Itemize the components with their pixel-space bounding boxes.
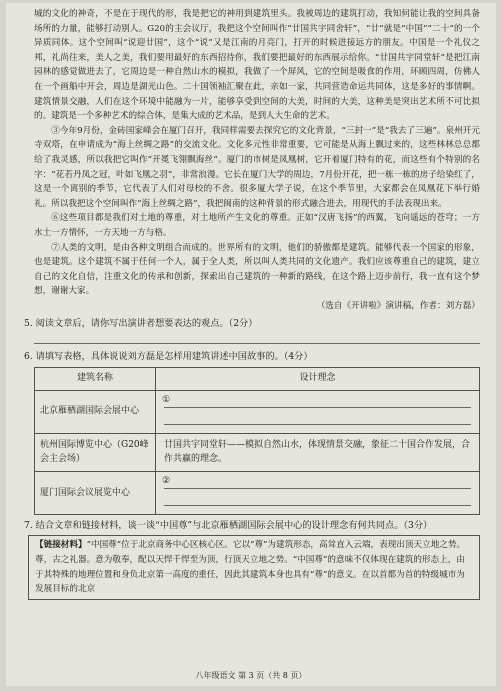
question-5: 5. 阅读文章后，请你写出演讲者想要表达的观点。（2分） xyxy=(24,318,258,330)
link-material-box xyxy=(28,535,480,599)
building-name: 厦门国际会议展览中心 xyxy=(35,471,156,514)
building-name: 北京雁栖湖国际会展中心 xyxy=(35,390,156,433)
passage-paragraph-3: ⑥这些项目都是我们对土地的尊重，对土地所产生文化的尊重。正如“汉唐飞扬”的西翼，飞向遥远的苍穹；一方水土一方情怀，一方天地一方与格。 xyxy=(34,213,480,238)
question-7: 7. 结合文章和链接材料，谈一谈“中国尊”与北京雁栖湖国际会展中心的设计理念有何共同点。（3分） xyxy=(24,519,433,531)
exam-page xyxy=(6,3,496,686)
answer-line-1b[interactable] xyxy=(164,412,471,425)
answer-line-2a[interactable] xyxy=(164,476,471,489)
circle-number-2: ② xyxy=(162,475,171,486)
design-concept-text: 廿国共宇同堂轩——模拟自然山水，体现情景交融，象征二十国合作发展，合作共赢的理念。 xyxy=(156,433,480,471)
design-table xyxy=(34,367,480,515)
passage-source: （选自《开讲啦》演讲稿，作者：刘方磊） xyxy=(316,300,480,311)
table-row xyxy=(35,471,480,514)
page-footer: 八年级语文 第 3 页（共 8 页） xyxy=(195,671,307,681)
table-header-row xyxy=(35,367,480,390)
answer-line-q5[interactable] xyxy=(34,332,480,344)
table-row xyxy=(35,433,480,471)
circle-number-1: ① xyxy=(162,394,171,405)
header-building-name: 建筑名称 xyxy=(35,367,156,390)
design-concept-blank-2[interactable] xyxy=(156,471,480,514)
passage-paragraph-2: ③今年9月份，金砖国家峰会在厦门召开，我同样需要去探究它的文化背景，“三封一”是“我去了三遍”。泉州开元寺双塔，在申请成为“海上丝绸之路”的交流文化。文化多元性非常重要，它可能是从海上飘过来的，这些林林总总都给了我灵感，所以我把它叫作“开冕飞翎飘海丝”。厦门的市树是凤凰树，它开着厦门特有的花，而这些有个特别的名字：“花若丹凤之冠，叶如飞凰之羽”，非常浪漫。它长在厦门大学的周边，7月份开花，把一栋一栋的房子给染红了，这是一个离别的季节，它代表了人们对母校的不舍。很多厦大学子说，在这个季节里，大家都会在凤凰花下举行婚礼。所以我把这个空间叫作“海上丝绸之路”，我把闽南的这种背景的形式融合进去，用现代的手法表现出来。 xyxy=(34,125,480,209)
building-name: 杭州国际博览中心（G20峰会主会场） xyxy=(35,433,156,471)
question-6: 6. 请填写表格，具体说说刘方磊是怎样用建筑讲述中国故事的。（4分） xyxy=(24,351,313,363)
answer-line-1a[interactable] xyxy=(164,395,471,408)
design-concept-blank-1[interactable] xyxy=(156,390,480,433)
material-text: “中国尊”位于北京商务中心区核心区。它以“尊”为建筑形态，高耸直入云端，表现出顶天立地之势。尊，古之礼器。意为敬奉，配以天悍千悍至为顶，行顶天立地之势。“中国尊”的意味不仅体现在建筑的形态上，由于其特殊的地理位置和身负北京第一高度的重任，因此其建筑本身也具有“尊”的意义。在以首都为首的特级城市为发展目标的北京 xyxy=(35,540,466,595)
passage-paragraph-1: 城的文化的神奇，不是在于现代的形，我是把它的神用到建筑里头。我被周边的建筑打动，我知何能让我的空间具备场所的力量，能够打动别人。G20的主会议厅，我把这个空间叫作“廿国共宇同舍轩”，“廿”就是“中国”“二十”的一个异质同体。这个空间叫“说迎廿国”，这个“说”又是江南的月亮门，打开的时候进接远方的朋友。中国是一个礼仪之邦，礼尚往来，美人之美，我们要用最好的东西招待你，我们要把最好的东西展示给你。“廿国共宇同堂轩”是把江南园林的感觉做进去了，它周边是一种自然山水的模拟，我做了一个屏风，它的空间是吸食的作用，环顾四周，仿佛人在一个画船中开会，周边是湖光山色。二十国领袖汇聚在此，亲如一家，共同营造命运共同体，这是多好的事情啊。建筑情景交融，人们在这个环境中能融为一片，能够享受到空间的大美，时间的大美，这种美是突出艺术所不可比拟的。建筑是一个多种艺术的综合体，是集大成的艺术品，是到人大生命的艺术。 xyxy=(34,9,480,122)
table-row xyxy=(35,390,480,433)
answer-line-2b[interactable] xyxy=(164,493,471,506)
header-design-concept: 设计理念 xyxy=(156,367,480,390)
material-tag: 【链接材料】 xyxy=(35,540,87,551)
passage-paragraph-4: ⑦人类的文明，是由各种文明组合而成的。世界所有的文明，他们的骄傲都是建筑。能够代表一个国家的形象，也是建筑。这个建筑不属于任何一个人，属于全人类，所以叫人类共同的文化遗产。我们应该尊重自己的建筑，建立自己的文化自信，注重文化的传承和创新，探索出自己建筑的一种新的路线，在这个路上迈步前行，我一直有这个梦想，谢谢大家。 xyxy=(34,242,480,297)
